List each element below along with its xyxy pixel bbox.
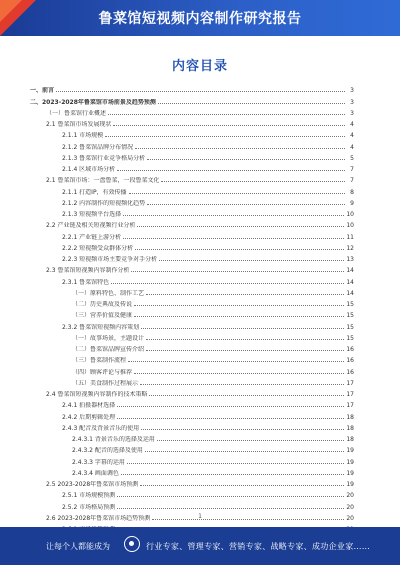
toc-entry-page: 16 [346,368,354,376]
toc-entry-page: 20 [346,503,354,511]
toc-entry-title: 2.4 鲁菜馆短视频内容制作的技术策略 [46,391,148,398]
toc-entry-page: 20 [346,492,354,500]
toc-leader-dots [135,249,344,250]
toc-leader-dots [135,148,345,149]
toc-leader-dots [141,429,344,430]
toc-entry[interactable] [30,139,354,150]
toc-leader-dots [158,103,345,104]
toc-entry-page: 15 [346,323,354,331]
toc-entry[interactable] [30,443,354,454]
toc-entry[interactable] [30,106,354,117]
toc-leader-dots [117,496,344,497]
toc-entry-title: （五）美食制作过程展示 [72,379,139,387]
toc-entry-page: 19 [346,458,354,466]
toc-entry-title: 2.1 鲁菜馆市场：一盘鲁菜，一段鲁菜文化 [46,177,160,185]
toc-entry[interactable] [30,218,354,229]
toc-entry-page: 13 [346,256,354,263]
toc-entry[interactable] [30,184,354,195]
toc-entry[interactable] [30,421,354,432]
toc-entry[interactable] [30,432,354,443]
toc-leader-dots [149,395,344,396]
toc-entry-page: 3 [350,87,354,95]
toc-leader-dots [127,463,344,464]
toc-entry-page: 15 [346,312,354,320]
toc-heading: 内容目录 [171,59,228,74]
toc-entry-page: 12 [346,244,354,252]
toc-entry-page: 7 [350,177,354,185]
toc-entry-page: 16 [346,346,354,353]
toc-entry-title: 2.2.3 短视频市场主要竞争对手分析 [62,256,158,263]
toc-leader-dots [159,260,344,261]
toc-entry[interactable] [30,229,354,240]
toc-entry-page: 9 [350,199,354,207]
toc-entry-page: 16 [346,357,354,365]
toc-entry-page: 15 [346,301,354,308]
toc-entry[interactable] [30,128,354,139]
toc-leader-dots [121,474,344,475]
toc-leader-dots [123,238,344,239]
toc-entry-title: 2.6 2023-2028年鲁菜馆市场趋势预测 [46,514,151,522]
toc-entry-title: 2.1.1 市场规模 [62,132,104,140]
toc-leader-dots [117,418,344,419]
toc-entry[interactable] [30,173,354,184]
toc-entry-page: 4 [350,143,354,151]
toc-entry[interactable] [30,151,354,162]
toc-leader-dots [146,350,344,351]
toc-leader-dots [105,136,345,137]
toc-entry-title: 2.5.2 市场格局预测 [62,503,116,511]
toc-entry-title: 2.1.3 鲁菜馆行业竞争格局分析 [62,154,146,162]
toc-leader-dots [146,339,344,340]
toc-entry-page: 11 [346,233,354,241]
table-of-contents [30,83,354,533]
toc-entry[interactable] [30,342,354,353]
toc-entry[interactable] [30,488,354,499]
toc-leader-dots [145,451,344,452]
toc-entry[interactable] [30,398,354,409]
toc-entry[interactable] [30,263,354,274]
toc-entry-title: 2.1.1 打造IP，有效传播 [62,188,127,196]
toc-entry[interactable] [30,376,354,387]
toc-leader-dots [111,283,344,284]
toc-entry-title: 2.4.3.1 背景音乐的选择及运用 [72,436,155,443]
toc-entry-title: （三）鲁菜制作流程 [72,357,127,365]
report-title: 鲁菜馆短视频内容制作研究报告 [98,11,302,27]
toc-entry-title: 2.4.2 后期剪辑处理 [62,413,116,421]
toc-leader-dots [141,328,344,329]
footer-banner [0,527,400,565]
toc-entry-title: 2.4.1 拍摄器材选择 [62,402,116,410]
toc-entry-page: 3 [350,109,354,117]
toc-entry[interactable] [30,286,354,297]
toc-leader-dots [128,361,344,362]
toc-entry-page: 19 [346,447,354,455]
toc-entry-title: 2.4.3 配音及背景音乐的使用 [62,424,140,432]
toc-leader-dots [123,215,344,216]
toc-leader-dots [117,406,344,407]
toc-entry[interactable] [30,331,354,342]
toc-entry-title: 2.2.2 短视频受众群体分析 [62,244,134,252]
toc-entry-title: 2.1.2 鲁菜馆品牌分布情况 [62,143,134,151]
toc-entry-page: 8 [350,188,354,196]
toc-entry-page: 17 [346,391,354,398]
toc-entry-title: 2.5.1 市场规模预测 [62,492,116,500]
toc-entry-page: 18 [346,424,354,432]
toc-entry-page: 14 [346,289,354,297]
toc-leader-dots [137,226,344,227]
toc-entry-title: （一）鲁菜馆行业概述 [46,109,107,117]
toc-leader-dots [147,159,345,160]
toc-leader-dots [117,170,345,171]
toc-leader-dots [146,294,344,295]
toc-leader-dots [140,384,344,385]
toc-entry[interactable] [30,94,354,105]
toc-leader-dots [157,440,344,441]
toc-entry-page: 18 [346,436,354,443]
toc-entry[interactable] [30,319,354,330]
toc-entry-title: （三）营养价值及健康 [72,312,133,320]
toc-entry-title: 2.2.1 产业链上游分析 [62,233,122,241]
toc-entry[interactable] [30,353,354,364]
toc-leader-dots [56,91,345,92]
toc-entry-page: 18 [346,413,354,421]
toc-entry[interactable] [30,409,354,420]
toc-entry-page: 17 [346,379,354,387]
toc-entry[interactable] [30,207,354,218]
toc-entry-page: 4 [350,132,354,140]
toc-leader-dots [147,204,345,205]
toc-entry-title: 2.2 产业链及相关短视频行业分析 [46,222,136,230]
toc-entry[interactable] [30,297,354,308]
toc-leader-dots [108,114,345,115]
header-banner [0,0,400,36]
toc-entry[interactable] [30,499,354,510]
toc-entry-page: 4 [350,121,354,128]
toc-entry-title: 2.3.1 鲁菜馆特色 [62,278,110,286]
brand-logo-icon [124,536,140,552]
toc-entry-title: 一、前言 [30,87,55,95]
toc-entry[interactable] [30,387,354,398]
toc-leader-dots [113,125,345,126]
toc-entry-title: 2.3.2 鲁菜馆短视频内容策划 [62,323,140,331]
toc-entry[interactable] [30,466,354,477]
footer-target-clients: 行业专家、管理专家、营销专家、战略专家、成功企业家…… [146,542,371,551]
toc-entry-title: 2.1.3 短视频平台选择 [62,211,122,218]
toc-leader-dots [134,373,344,374]
toc-entry-title: 2.5 2023-2028年鲁菜馆市场预测 [46,481,139,488]
toc-entry[interactable] [30,364,354,375]
toc-leader-dots [129,193,345,194]
toc-entry[interactable] [30,454,354,465]
toc-entry-page: 14 [346,278,354,286]
toc-entry-page: 10 [346,222,354,230]
footer-slogan: 让每个人都能成为 [46,542,110,551]
toc-entry[interactable] [30,241,354,252]
toc-entry-page: 19 [346,481,354,488]
toc-leader-dots [131,271,344,272]
toc-entry-page: 10 [346,211,354,218]
toc-entry-page: 3 [350,98,354,106]
toc-leader-dots [134,316,344,317]
toc-entry-title: （一）故事场景，主题设计 [72,334,145,342]
toc-entry-page: 17 [346,402,354,410]
toc-entry-title: （二）鲁菜馆品牌宣传介绍 [72,346,145,353]
toc-entry[interactable] [30,477,354,488]
toc-leader-dots [134,305,344,306]
toc-entry-title: 2.3 鲁菜馆短视频内容制作分析 [46,267,130,275]
toc-entry-page: 20 [346,514,354,522]
toc-entry-page: 7 [350,166,354,173]
toc-entry-title: （四）顾客评论与推荐 [72,368,133,376]
toc-entry[interactable] [30,196,354,207]
toc-entry-title: 2.4.3.3 字幕的运用 [72,458,125,466]
toc-leader-dots [161,181,345,182]
toc-entry-title: 2.4.3.4 画面调色 [72,469,119,477]
toc-entry-title: 2.1 鲁菜馆市场发展现状 [46,121,112,128]
toc-entry[interactable] [30,117,354,128]
toc-entry-title: 二、2023-2028年鲁菜馆市场前景及趋势预测 [30,98,156,106]
toc-entry[interactable] [30,252,354,263]
toc-entry[interactable] [30,83,354,94]
toc-entry-page: 19 [346,469,354,477]
toc-leader-dots [140,485,344,486]
toc-entry-title: （二）历史典故及传说 [72,301,133,308]
toc-entry-title: 2.4.3.2 配音的选择及使用 [72,447,143,455]
toc-entry-page: 14 [346,267,354,275]
toc-entry-page: 5 [350,154,354,162]
toc-entry[interactable] [30,162,354,173]
toc-entry[interactable] [30,274,354,285]
toc-entry[interactable] [30,308,354,319]
toc-entry-title: 2.1.4 区域市场分析 [62,166,116,173]
toc-leader-dots [117,508,344,509]
toc-entry-title: （一）原料特色、制作工艺 [72,289,145,297]
toc-entry-title: 2.1.2 内容制作的短视频化趋势 [62,199,146,207]
toc-entry-page: 15 [346,334,354,342]
page-number: 1 [198,513,202,520]
